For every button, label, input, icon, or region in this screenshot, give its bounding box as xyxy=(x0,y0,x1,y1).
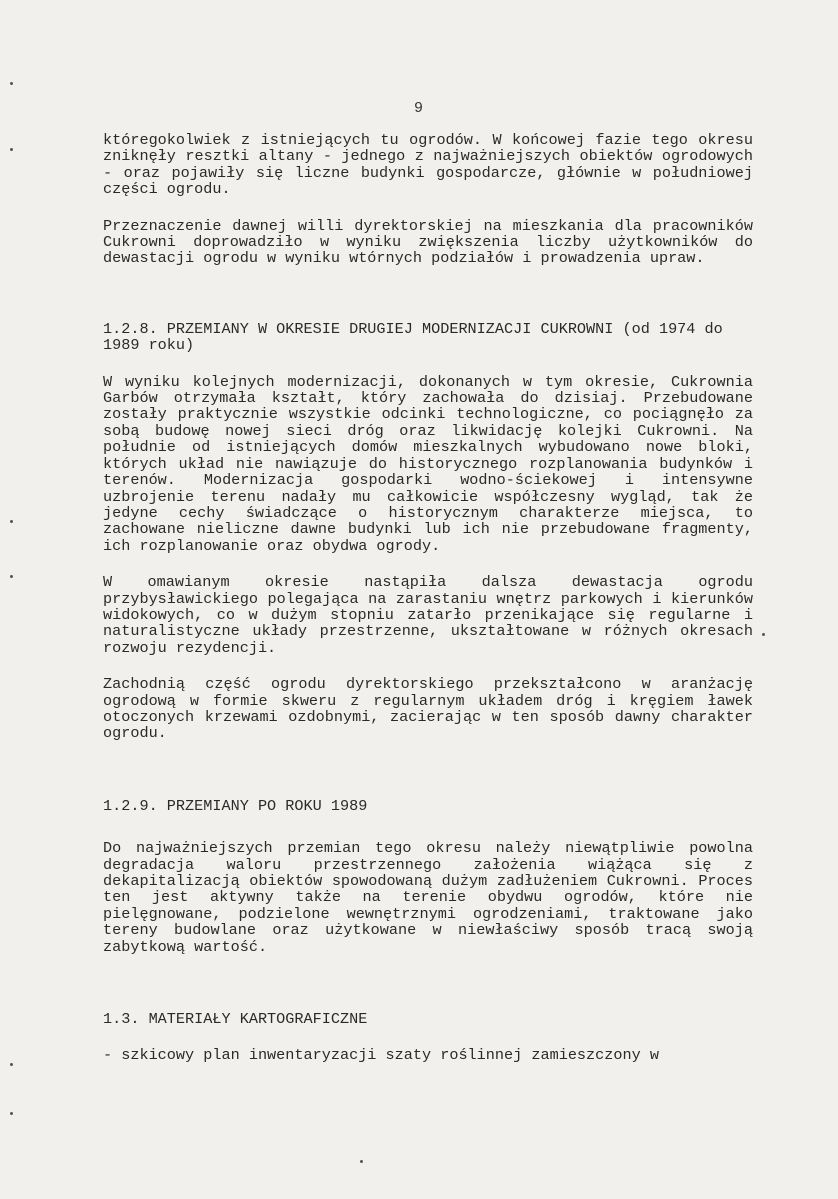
document-body xyxy=(103,132,753,1064)
paragraph: Zachodnią część ogrodu dyrektorskiego przekształcono w aranżację ogrodową w formie skweru z regularnym układem dróg i kręgiem ławek otoczonych krzewami ozdobnymi, zacierając w ten sposób dawny charakter ogrodu. xyxy=(103,675,753,743)
paragraph: W omawianym okresie nastąpiła dalsza dewastacja ogrodu przybysławickiego polegająca na zarastaniu wnętrz parkowych i kierunków widokowych, co w dużym stopniu zatarło przenikające się regularne i naturalistyczne układy przestrzenne, ukształtowane w różnych okresach rozwoju rezydencji. xyxy=(103,573,753,657)
scan-speck xyxy=(10,82,13,85)
section-heading-1-2-8: 1.2.8. PRZEMIANY W OKRESIE DRUGIEJ MODERNIZACJI CUKROWNI (od 1974 do 1989 roku) xyxy=(103,319,723,355)
scan-speck xyxy=(10,1112,13,1115)
scan-speck xyxy=(10,575,13,578)
section-heading-1-3: 1.3. MATERIAŁY KARTOGRAFICZNE xyxy=(103,1010,368,1029)
paragraph: W wyniku kolejnych modernizacji, dokonanych w tym okresie, Cukrownia Garbów otrzymała kształt, który zachowała do dzisiaj. Przebudowane zostały praktycznie wszystkie odcinki technologiczne, co pociągnęło za sobą budowę nowej sieci dróg oraz likwidację kolejki Cukrowni. Na południe od istniejących domów mieszkalnych wybudowano nowe bloki, których układ nie nawiązuje do historycznego rozplanowania budynków i terenów. Modernizacja gospodarki wodno-ściekowej i intensywne uzbrojenie terenu nadały mu całkowicie współczesny wygląd, tak że jedyne cechy świadczące o historycznym charakterze miejsca, to zachowane nieliczne dawne budynki lub ich nie przebudowane fragmenty, ich rozplanowanie oraz obydwa ogrody. xyxy=(103,372,753,555)
scan-speck xyxy=(10,1063,13,1066)
scan-speck xyxy=(360,1160,363,1163)
section-heading-1-2-9: 1.2.9. PRZEMIANY PO ROKU 1989 xyxy=(103,796,368,815)
paragraph: - szkicowy plan inwentaryzacji szaty roślinnej zamieszczony w xyxy=(103,1046,659,1065)
paragraph: któregokolwiek z istniejących tu ogrodów. W końcowej fazie tego okresu zniknęły resztki altany - jednego z najważniejszych obiektów ogrodowych - oraz pojawiły się liczne budynki gospodarcze, głównie w południowej części ogrodu. xyxy=(103,131,753,199)
page-number: 9 xyxy=(414,100,424,117)
scan-speck xyxy=(762,633,765,636)
scan-speck xyxy=(10,148,13,151)
scan-speck xyxy=(10,520,13,523)
paragraph: Do najważniejszych przemian tego okresu należy niewątpliwie powolna degradacja waloru przestrzennego założenia wiążąca się z dekapitalizacją obiektów spowodowaną dużym zadłużeniem Cukrowni. Proces ten jest aktywny także na terenie obydwu ogrodów, które nie pielęgnowane, podzielone wewnętrznymi ogrodzeniami, traktowane jako tereny budowlane oraz użytkowane w niewłaściwy sposób tracą swoją zabytkową wartość. xyxy=(103,839,753,956)
paragraph: Przeznaczenie dawnej willi dyrektorskiej na mieszkania dla pracowników Cukrowni doprowadziło w wyniku zwiększenia liczby użytkowników do dewastacji ogrodu w wyniku wtórnych podziałów i prowadzenia upraw. xyxy=(103,216,753,268)
